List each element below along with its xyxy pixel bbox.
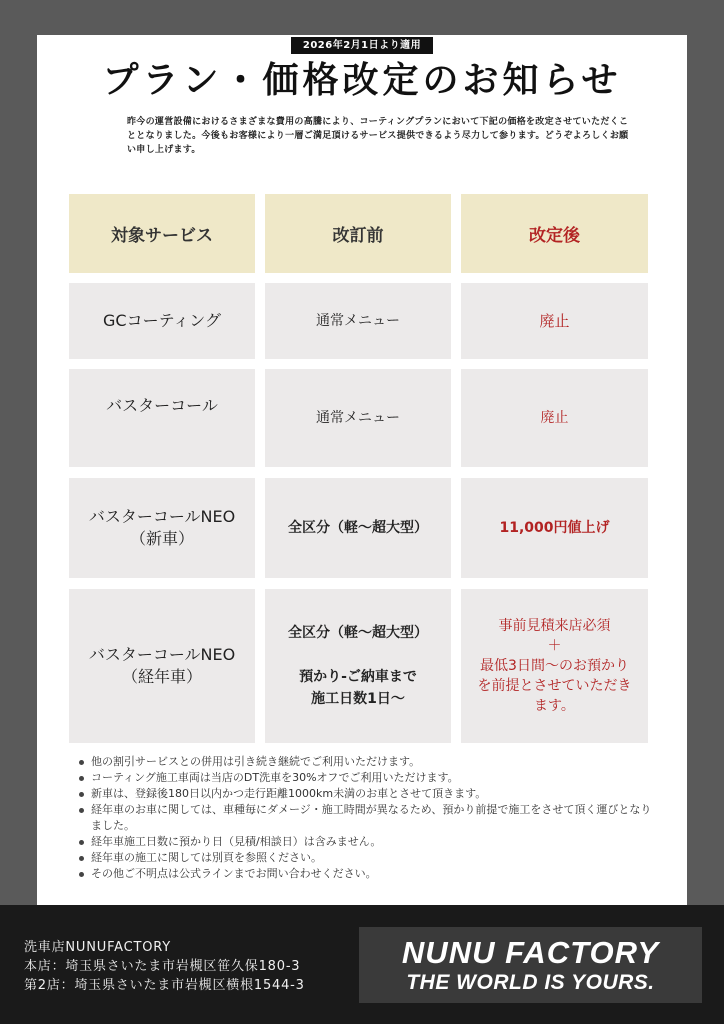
note-item: 経年車のお車に関しては、車種毎にダメージ・施工時間が異なるため、預かり前提で施工をさせて頂く運びとなりました。 — [77, 802, 657, 834]
row2-service: バスターコール — [69, 369, 255, 467]
row2-after: 廃止 — [461, 369, 648, 467]
row1-after: 廃止 — [461, 283, 648, 359]
row1-service: GCコーティング — [69, 283, 255, 359]
logo-tagline: THE WORLD IS YOURS. — [406, 971, 655, 994]
note-item: 経年車施工日数に預かり日（見積/相談日）は含みません。 — [77, 834, 657, 850]
footer — [0, 905, 724, 1024]
brand-logo — [359, 927, 702, 1003]
row3-service: バスターコールNEO （新車） — [69, 478, 255, 578]
header-before: 改訂前 — [265, 194, 451, 273]
intro-text: 昨今の運営設備におけるさまざまな費用の高騰により、コーティングプランにおいて下記の価格を改定させていただくこととなりました。今後もお客様により一層ご満足頂けるサービス提供できるよう尽力して参ります。どうぞよろしくお願い申し上げます。 — [127, 117, 629, 155]
note-item: その他ご不明点は公式ラインまでお問い合わせください。 — [77, 866, 657, 882]
notice-sheet — [37, 35, 687, 905]
note-item: 経年車の施工に関しては別頁を参照ください。 — [77, 850, 657, 866]
effective-date-badge: 2026年2月1日より適用 — [291, 37, 433, 54]
logo-name: NUNU FACTORY — [401, 935, 660, 970]
header-service: 対象サービス — [69, 194, 255, 273]
store-addresses — [24, 938, 305, 995]
note-item: 他の割引サービスとの併用は引き続き継続でご利用いただけます。 — [77, 754, 657, 770]
row2-before: 通常メニュー — [265, 369, 451, 467]
second-store-address: 第2店：埼玉県さいたま市岩槻区横根1544-3 — [24, 978, 305, 993]
header-after: 改定後 — [461, 194, 648, 273]
notes-list — [77, 754, 657, 882]
shop-name: 洗車店NUNUFACTORY — [24, 940, 172, 955]
note-item: コーティング施工車両は当店のDT洗車を30%オフでご利用いただけます。 — [77, 770, 657, 786]
row4-service: バスターコールNEO （経年車） — [69, 589, 255, 743]
row3-after: 11,000円値上げ — [461, 478, 648, 578]
row4-before: 全区分（軽〜超大型） 預かり-ご納車まで 施工日数1日〜 — [265, 589, 451, 743]
main-store-address: 本店：埼玉県さいたま市岩槻区笹久保180-3 — [24, 959, 301, 974]
row4-after: 事前見積来店必須 ＋ 最低3日間〜のお預かり を前提とさせていただき ます。 — [461, 589, 648, 743]
note-item: 新車は、登録後180日以内かつ走行距離1000km未満のお車とさせて頂きます。 — [77, 786, 657, 802]
row3-before: 全区分（軽〜超大型） — [265, 478, 451, 578]
page-title: プラン・価格改定のお知らせ — [102, 60, 622, 101]
row1-before: 通常メニュー — [265, 283, 451, 359]
